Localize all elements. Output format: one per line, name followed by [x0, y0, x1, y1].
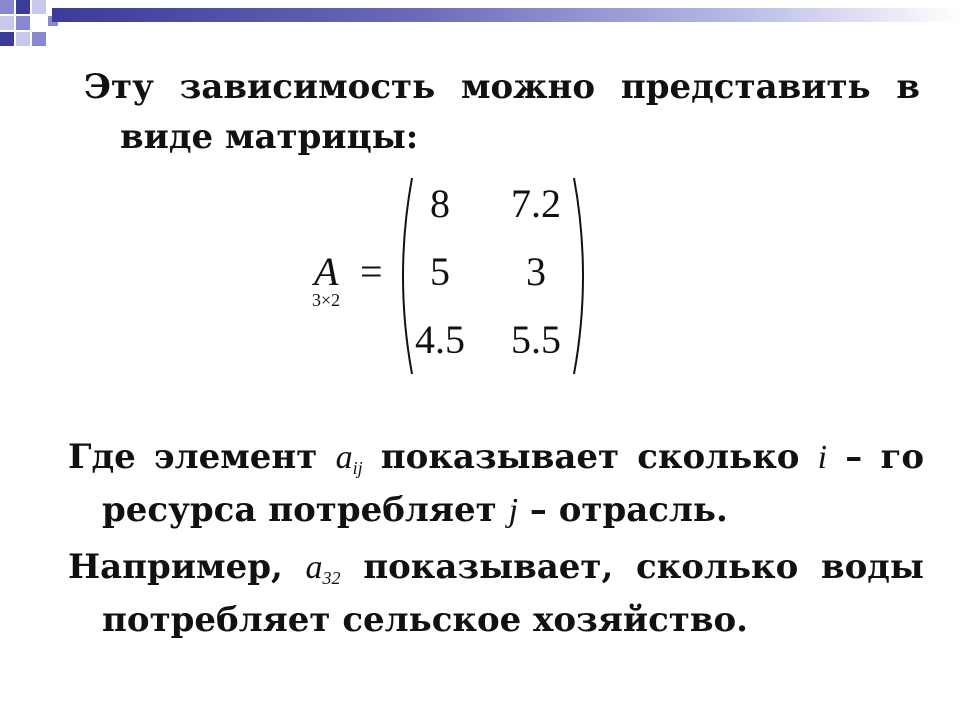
paragraph-example-line-2: потребляет сельское хозяйство.: [102, 600, 749, 640]
element-letter: a: [335, 439, 353, 476]
intro-text: [84, 62, 920, 162]
decorative-header: [0, 0, 960, 60]
text-resource-consumes: ресурса потребляет: [102, 490, 497, 530]
paragraph-where: [68, 436, 924, 532]
intro-line-1: Эту зависимость можно представить в: [84, 67, 920, 107]
deco-square: [16, 16, 30, 30]
deco-square: [32, 32, 46, 46]
intro-line-2: виде матрицы:: [120, 117, 419, 157]
equals-sign: =: [360, 249, 383, 294]
paragraph-example: [68, 546, 924, 641]
matrix-dimensions: 3×2: [312, 290, 341, 310]
paragraph-where-line-1: [68, 436, 924, 489]
matrix-cell: 5: [430, 249, 450, 294]
text-where: Где элемент: [68, 437, 318, 477]
deco-square: [32, 0, 46, 14]
element-aij: [336, 439, 363, 476]
deco-top-bar: [52, 8, 960, 22]
text-go: – го: [845, 437, 924, 477]
text-for-example: Например,: [68, 547, 283, 587]
matrix-cell: 4.5: [415, 317, 465, 362]
paragraph-example-line-1: [68, 546, 924, 599]
matrix-name: A: [314, 249, 339, 294]
text-shows-how-much: показывает сколько: [380, 437, 800, 477]
index-j: j: [508, 492, 519, 529]
element-a32: [306, 549, 341, 586]
element-subscript: ij: [352, 458, 363, 478]
matrix-formula: [300, 170, 620, 380]
index-i: i: [817, 439, 828, 476]
text-industry: – отрасль.: [529, 490, 728, 530]
element-letter: a: [305, 549, 323, 586]
matrix-cell: 5.5: [511, 317, 561, 362]
matrix-cell: 7.2: [511, 181, 561, 226]
deco-square: [16, 32, 30, 46]
text-shows-water: показывает, сколько воды: [363, 547, 924, 587]
deco-square: [16, 0, 30, 14]
matrix-cell: 8: [430, 181, 450, 226]
element-subscript: 32: [322, 568, 341, 588]
paragraph-where-line-2: [68, 489, 924, 532]
matrix-cell: 3: [526, 249, 546, 294]
deco-square: [0, 0, 14, 14]
deco-square: [0, 16, 14, 30]
deco-square: [0, 32, 14, 46]
